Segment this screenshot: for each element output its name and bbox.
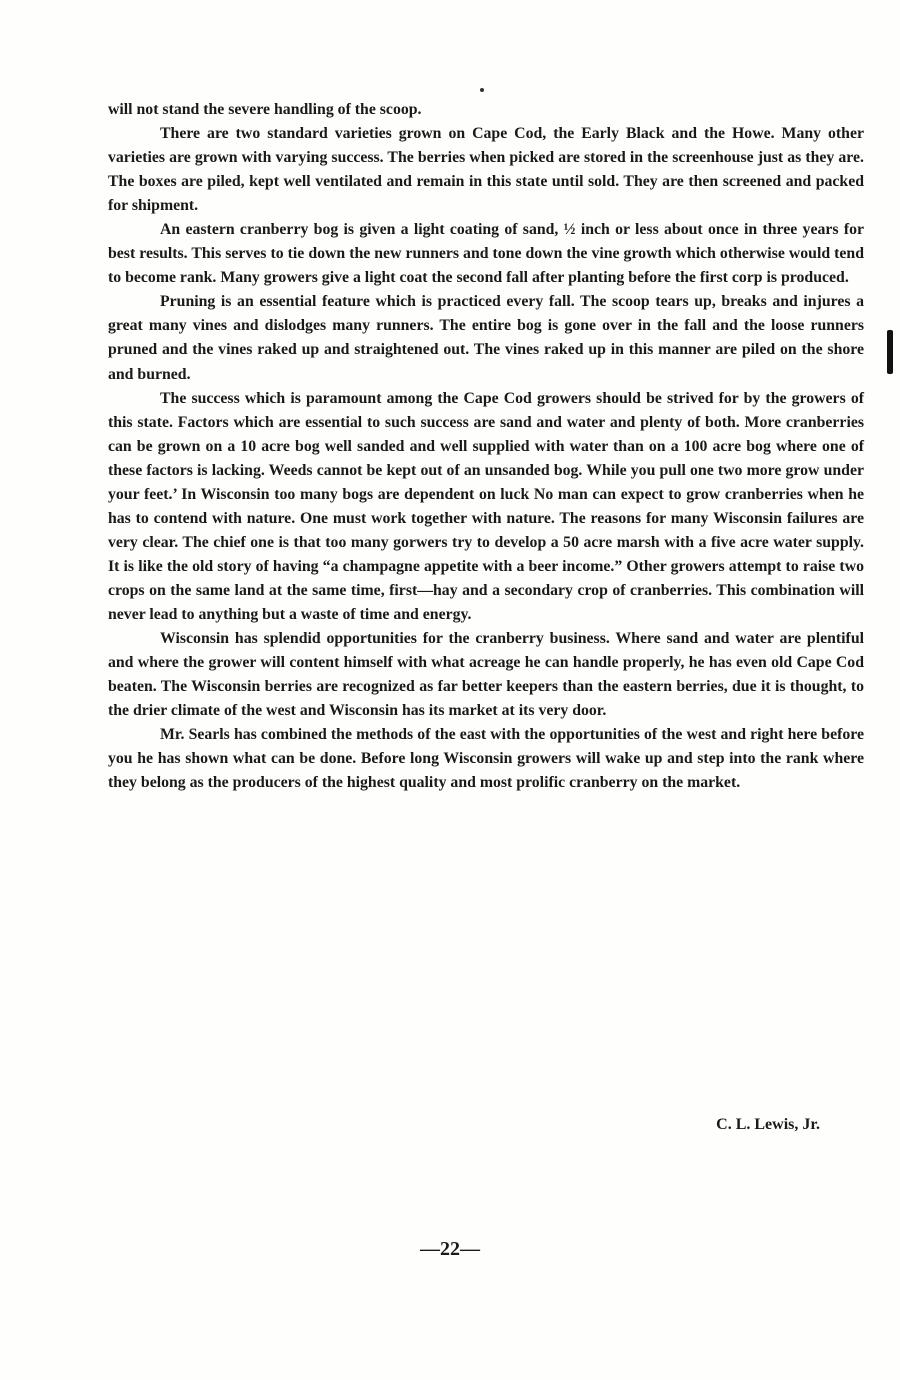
paragraph-7: Mr. Searls has combined the methods of the east with the opportunities of the west and right here before you he has shown what can be done. Before long Wisconsin growers will wake up and step into the rank where they belong as the producers of the highest quality and most prolific cranberry on the market. (108, 726, 864, 792)
paragraph-1: will not stand the severe handling of the scoop. (108, 101, 422, 118)
page-number: —22— (420, 1238, 480, 1260)
binding-mark (887, 330, 893, 374)
print-speck (480, 88, 484, 92)
paragraph-3: An eastern cranberry bog is given a light coating of sand, ½ inch or less about once in three years for best results. This serves to tie down the new runners and tone down the vine growth which otherwise would tend to become rank. Many growers give a light coat the second fall after planting before the first corp is produced. (108, 221, 864, 287)
paragraph-6: Wisconsin has splendid opportunities for the cranberry business. Where sand and water are plentiful and where the grower will content himself with what acreage he can handle properly, he has even old Cape Cod beaten. The Wisconsin berries are recognized as far better keepers than the eastern berries, due it is thought, to the drier climate of the west and Wisconsin has its market at its very door. (108, 630, 864, 720)
paragraph-2: There are two standard varieties grown on Cape Cod, the Early Black and the Howe. Many other varieties are grown with varying success. The berries when picked are stored in the screenhouse just as they are. The boxes are piled, kept well ventilated and remain in this state until sold. They are then screened and packed for shipment. (108, 125, 864, 215)
paragraph-5: The success which is paramount among the Cape Cod growers should be strived for by the growers of this state. Factors which are essential to such success are sand and water and plenty of both. More cranberries can be grown on a 10 acre bog well sanded and well supplied with water than on a 100 acre bog where one of these factors is lacking. Weeds cannot be kept out of an unsanded bog. While you pull one two more grow under your feet.’ In Wisconsin too many bogs are dependent on luck No man can expect to grow cranberries when he has to contend with nature. One must work together with nature. The reasons for many Wisconsin failures are very clear. The chief one is that too many gorwers try to develop a 50 acre marsh with a five acre water supply. It is like the old story of having “a champagne appetite with a beer income.” Other growers attempt to raise two crops on the same land at the same time, first—hay and a secondary crop of cranberries. This combination will never lead to anything but a waste of time and energy. (108, 389, 864, 623)
author-signature: C. L. Lewis, Jr. (716, 1116, 820, 1133)
body-text (108, 98, 864, 795)
paragraph-4: Pruning is an essential feature which is practiced every fall. The scoop tears up, breaks and injures a great many vines and dislodges many runners. The entire bog is gone over in the fall and the loose runners pruned and the vines raked up and straightened out. The vines raked up in this manner are piled on the shore and burned. (108, 293, 864, 383)
